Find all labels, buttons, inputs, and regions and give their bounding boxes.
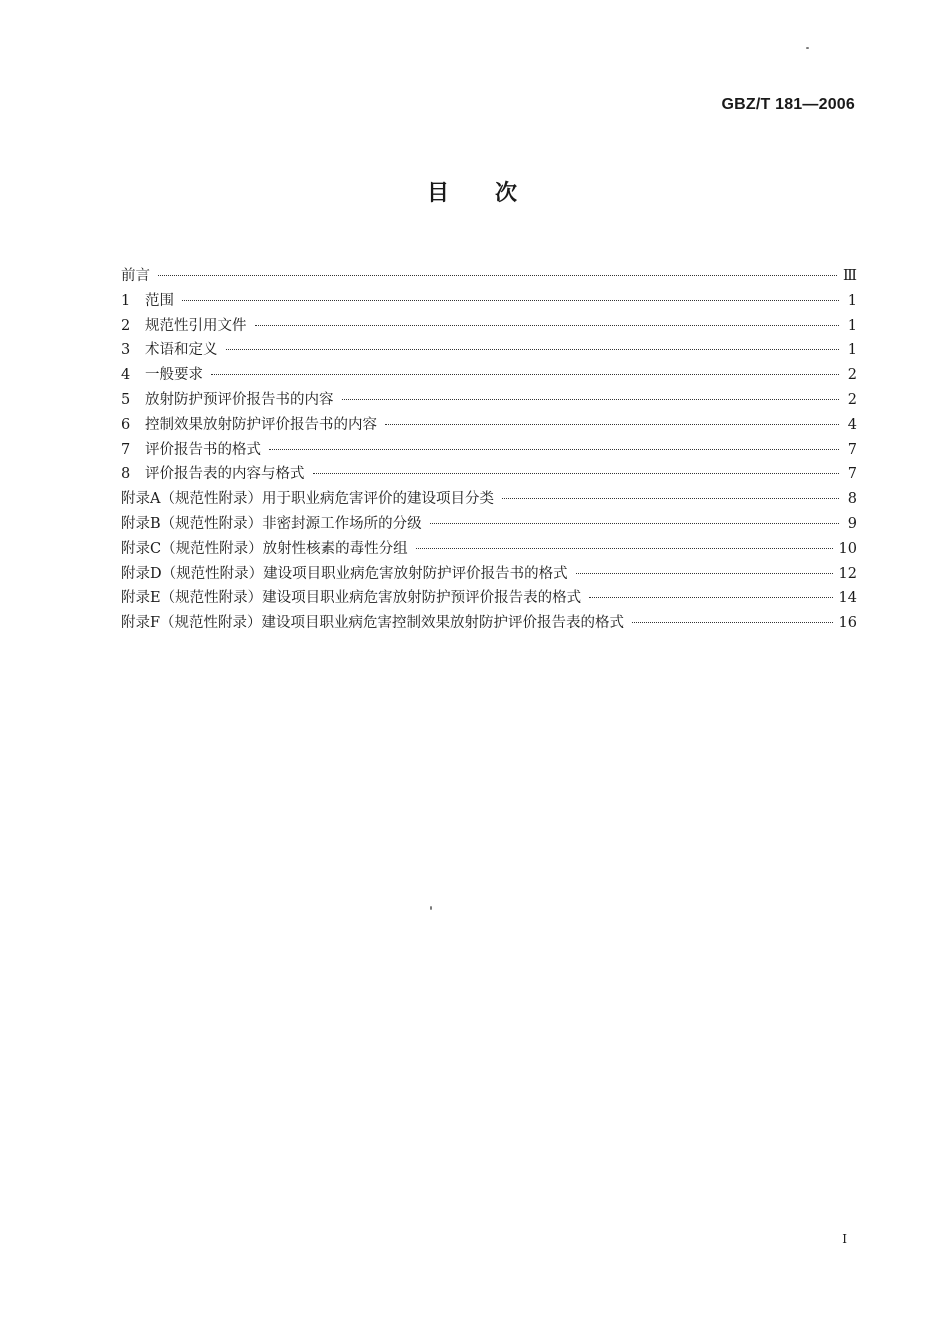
toc-label: 范围 — [145, 292, 174, 309]
toc-page: 7 — [847, 441, 857, 458]
toc-page: 1 — [847, 317, 857, 334]
toc-entry-5[interactable] — [121, 388, 857, 413]
toc-number: 4 — [121, 367, 131, 384]
toc-page: 9 — [847, 515, 857, 532]
toc-leader — [589, 597, 832, 598]
toc-leader — [182, 300, 839, 301]
toc-leader — [255, 325, 840, 326]
toc-label: 评价报告表的内容与格式 — [145, 466, 305, 483]
toc-label: 控制效果放射防护评价报告书的内容 — [145, 416, 377, 433]
toc-number: 6 — [121, 416, 131, 433]
toc-number: 8 — [121, 466, 131, 483]
toc-label: 评价报告书的格式 — [145, 441, 261, 458]
toc-label: 附录A（规范性附录）用于职业病危害评价的建设项目分类 — [121, 491, 494, 508]
toc-page: 8 — [847, 491, 857, 508]
toc-entry-appendix-a[interactable] — [121, 487, 857, 512]
toc-label: 附录E（规范性附录）建设项目职业病危害放射防护预评价报告表的格式 — [121, 590, 582, 607]
toc-page: 2 — [847, 391, 857, 408]
scan-speck — [430, 906, 432, 910]
toc-leader — [269, 449, 839, 450]
toc-entry-8[interactable] — [121, 462, 857, 487]
toc-leader — [632, 622, 832, 623]
toc-page: 10 — [838, 540, 857, 557]
toc-label: 附录F（规范性附录）建设项目职业病危害控制效果放射防护评价报告表的格式 — [121, 615, 625, 632]
table-of-contents — [121, 264, 857, 636]
toc-leader — [313, 473, 840, 474]
toc-entry-4[interactable] — [121, 363, 857, 388]
toc-label: 一般要求 — [145, 367, 203, 384]
toc-leader — [342, 399, 840, 400]
toc-page: Ⅲ — [843, 268, 857, 284]
toc-page: 1 — [847, 342, 857, 359]
toc-page: 7 — [847, 466, 857, 483]
toc-leader — [385, 424, 839, 425]
toc-leader — [576, 573, 833, 574]
toc-entry-6[interactable] — [121, 413, 857, 438]
toc-page: 4 — [847, 416, 857, 433]
toc-entry-appendix-f[interactable] — [121, 611, 857, 636]
toc-label: 附录D（规范性附录）建设项目职业病危害放射防护评价报告书的格式 — [121, 565, 568, 582]
toc-label: 放射防护预评价报告书的内容 — [145, 391, 334, 408]
toc-leader — [502, 498, 839, 499]
toc-entry-preface[interactable] — [121, 264, 857, 289]
toc-page: 14 — [838, 590, 857, 607]
toc-label: 附录B（规范性附录）非密封源工作场所的分级 — [121, 515, 422, 532]
toc-number: 7 — [121, 441, 131, 458]
toc-entry-2[interactable] — [121, 314, 857, 339]
toc-leader — [416, 548, 833, 549]
toc-leader — [211, 374, 839, 375]
toc-number: 3 — [121, 342, 131, 359]
toc-page: 16 — [838, 615, 857, 632]
toc-number: 2 — [121, 317, 131, 334]
toc-number: 1 — [121, 292, 131, 309]
toc-page: 1 — [847, 292, 857, 309]
toc-number: 5 — [121, 391, 131, 408]
toc-entry-appendix-e[interactable] — [121, 586, 857, 611]
toc-entry-1[interactable] — [121, 289, 857, 314]
toc-entry-appendix-c[interactable] — [121, 537, 857, 562]
toc-label: 附录C（规范性附录）放射性核素的毒性分组 — [121, 540, 408, 557]
page-title: 目次 — [426, 180, 563, 206]
toc-leader — [226, 349, 840, 350]
toc-entry-7[interactable] — [121, 438, 857, 463]
toc-entry-3[interactable] — [121, 338, 857, 363]
toc-entry-appendix-b[interactable] — [121, 512, 857, 537]
standard-code: GBZ/T 181—2006 — [721, 96, 855, 113]
toc-leader — [158, 275, 837, 276]
toc-label: 前言 — [121, 268, 150, 284]
scan-speck — [806, 47, 809, 49]
toc-leader — [430, 523, 839, 524]
toc-entry-appendix-d[interactable] — [121, 562, 857, 587]
toc-page: 12 — [838, 565, 857, 582]
page-number: I — [842, 1232, 847, 1246]
toc-label: 术语和定义 — [145, 342, 218, 359]
toc-label: 规范性引用文件 — [145, 317, 247, 334]
toc-page: 2 — [847, 367, 857, 384]
